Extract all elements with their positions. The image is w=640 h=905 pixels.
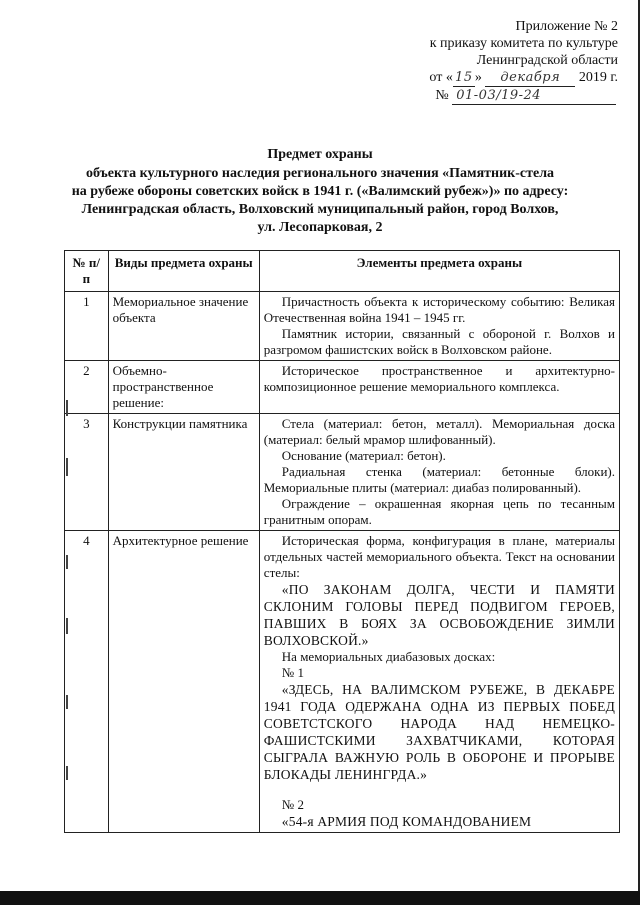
scan-mark [66,555,68,569]
inscription-text: «ПО ЗАКОНАМ ДОЛГА, ЧЕСТИ И ПАМЯТИ СКЛОНИМ ГОЛОВЫ ПЕРЕД ПОДВИГОМ ГЕРОЕВ, ПАВШИХ В БОЯХ ЗА ОСВОБОЖДЕНИЕ ЗИМЛИ ВОЛХОВСКОЙ.» [263,582,615,648]
table-row [65,292,620,361]
region-name: Ленинградской области [476,53,618,68]
protection-table [64,250,620,833]
row-elements [259,361,619,414]
appendix-number: Приложение № 2 [515,19,618,34]
order-date: от « 15 » декабря 2019 г. [429,70,618,85]
header-num: № п/п [65,251,109,292]
appendix-header [429,18,618,105]
scan-mark [66,458,68,476]
date-month: декабря [485,69,575,87]
scan-mark [66,766,68,780]
scan-mark [66,400,68,416]
element-text: Ограждение – окрашенная якорная цепь по тесанным гранитным опорам. [263,496,615,527]
title-line: ул. Лесопарковая, 2 [257,220,383,235]
order-number-value: 01-03/19-24 [452,87,616,105]
row-elements [259,292,619,361]
table-header-row [65,251,620,292]
element-text: Историческая форма, конфигурация в плане, материалы отдельных частей мемориального объекта. Текст на основании стелы: [263,533,615,580]
element-text: Памятник истории, связанный с обороной г. Волхов и разгромом фашистских войск в Волховском районе. [263,326,615,357]
order-number: № 01-03/19-24 [429,87,618,105]
scan-mark [66,695,68,709]
row-number: 2 [65,361,109,414]
row-type: Мемориальное значение объекта [108,292,259,361]
document-title [0,146,640,237]
inscription-text: «54-я АРМИЯ ПОД КОМАНДОВАНИЕМ [281,814,532,829]
table-row [65,361,620,414]
row-type: Объемно-пространственное решение: [108,361,259,414]
element-text: Историческое пространственное и архитектурно-композиционное решение мемориального комплекса. [263,363,615,394]
title-line: Ленинградская область, Волховский муниципальный район, город Волхов, [81,202,559,217]
inscription-text: «ЗДЕСЬ, НА ВАЛИМСКОМ РУБЕЖЕ, В ДЕКАБРЕ 1941 ГОДА ОДЕРЖАНА ОДНА ИЗ ПЕРВЫХ ПОБЕД СОВЕТСТСКОГО НАРОДА НАД НЕМЕЦКО-ФАШИСТСКИМИ ЗАХВАТЧИКАМИ, КОТОРАЯ СЫГРАЛА ВАЖНУЮ РОЛЬ В ОБОРОНЕ И ПРОРЫВЕ БЛОКАДЫ ЛЕНИНГРДА.» [263,682,615,782]
plaque-number: № 1 [281,665,304,680]
element-text: Основание (материал: бетон). [281,448,446,463]
row-number: 3 [65,414,109,531]
scan-mark [66,618,68,634]
header-elements: Элементы предмета охраны [259,251,619,292]
row-number: 1 [65,292,109,361]
row-elements [259,414,619,531]
spacer [264,783,615,797]
title-heading: Предмет охраны [267,147,373,162]
element-text: Радиальная стенка (материал: бетонные блоки). Мемориальные плиты (материал: диабаз полированный). [263,464,615,495]
plaque-number: № 2 [281,797,304,812]
element-text: На мемориальных диабазовых досках: [281,649,496,664]
row-number: 4 [65,531,109,833]
element-text: Причастность объекта к историческому событию: Великая Отечественная война 1941 – 1945 гг. [263,294,615,325]
title-line: на рубеже обороны советских войск в 1941 г. («Валимский рубеж»)» по адресу: [71,184,569,199]
table-row [65,414,620,531]
header-type: Виды предмета охраны [108,251,259,292]
scan-bottom-bar [0,891,640,905]
row-type: Архитектурное решение [108,531,259,833]
order-reference: к приказу комитета по культуре [429,36,618,51]
row-type: Конструкции памятника [108,414,259,531]
title-line: объекта культурного наследия регионального значения «Памятник-стела [85,166,555,181]
date-day: 15 [453,69,475,87]
row-elements [259,531,619,833]
element-text: Стела (материал: бетон, металл). Мемориальная доска (материал: белый мрамор шлифованный). [263,416,615,447]
date-year: 2019 г. [578,70,618,85]
table-row [65,531,620,833]
